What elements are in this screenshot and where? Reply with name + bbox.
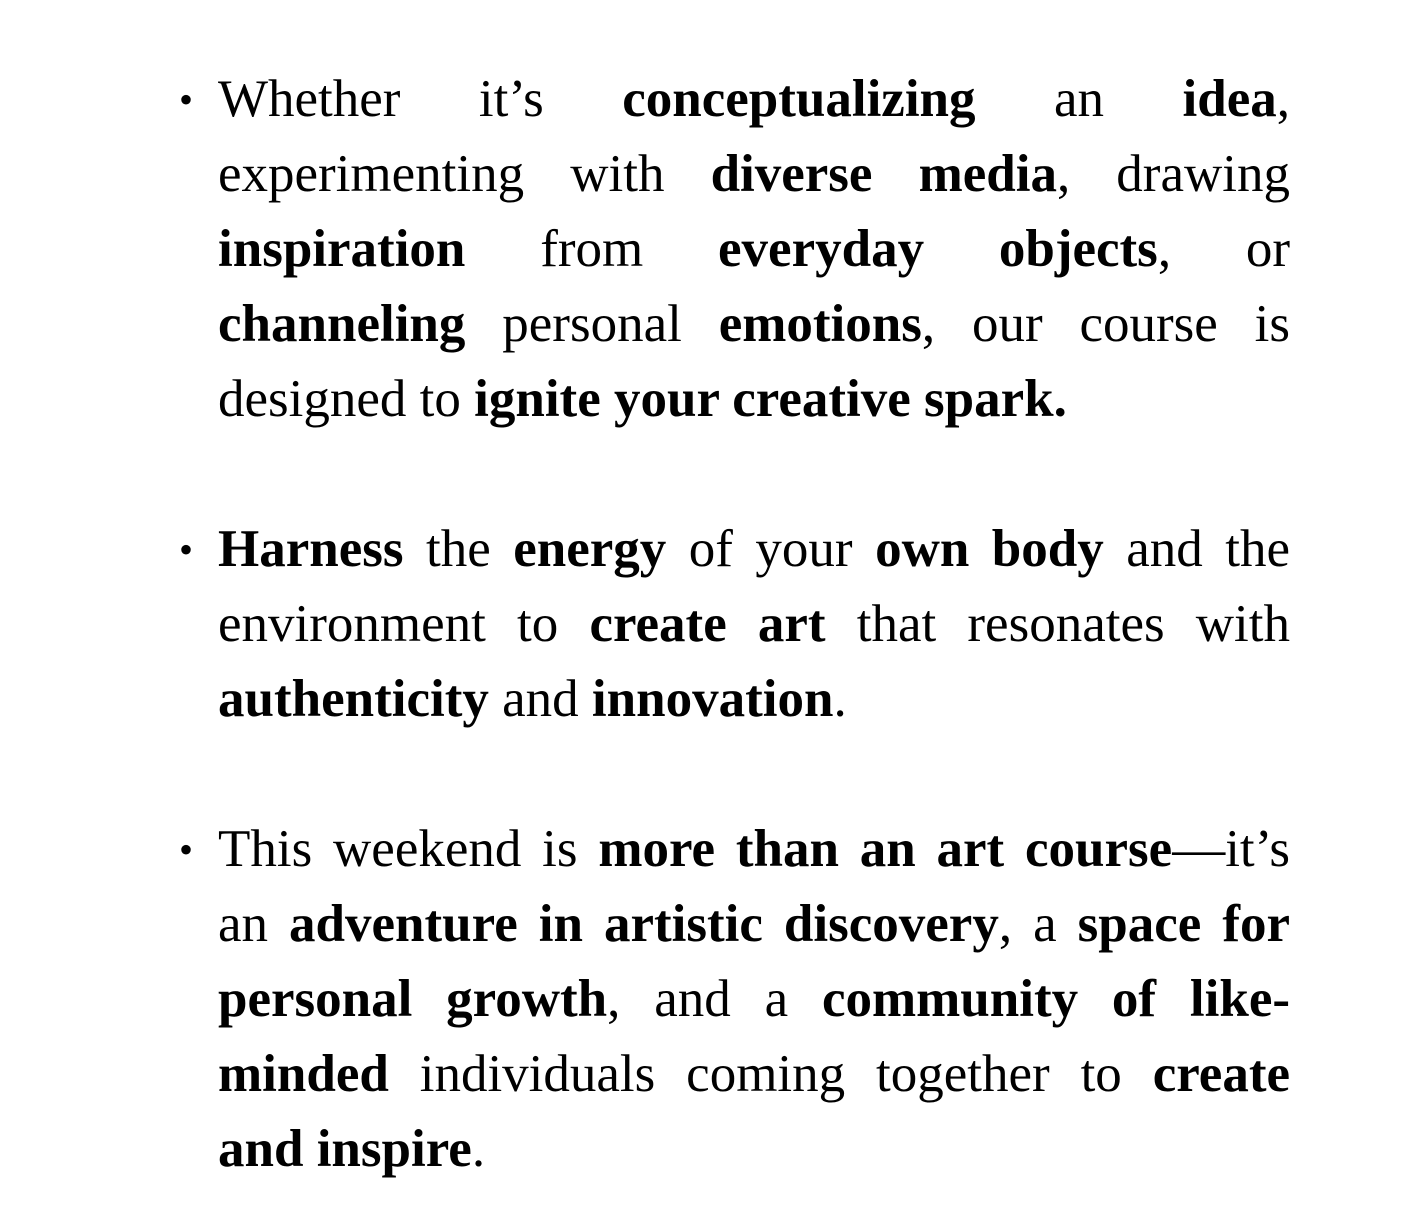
bullet-dot-icon: • [179,77,194,122]
bullet-list [178,62,1290,1187]
bullet-text: Whether it’s conceptualizing an idea, experimenting with diverse media, drawing inspiration from everyday objects, or channeling personal emotions, our course is designed to ignite your creative spark. [218,70,1291,428]
bullet-text: This weekend is more than an art course—it’s an adventure in artistic discovery, a space for personal growth, and a community of like-minded individuals coming together to create and inspire. [218,820,1290,1178]
bullet-dot-icon: • [179,827,194,872]
bullet-item [178,812,1290,1187]
bullet-item [178,512,1290,737]
bullet-item [178,62,1290,437]
bullet-dot-icon: • [179,527,194,572]
bullet-text: Harness the energy of your own body and the environment to create art that resonates with authenticity and innovation. [218,520,1291,728]
